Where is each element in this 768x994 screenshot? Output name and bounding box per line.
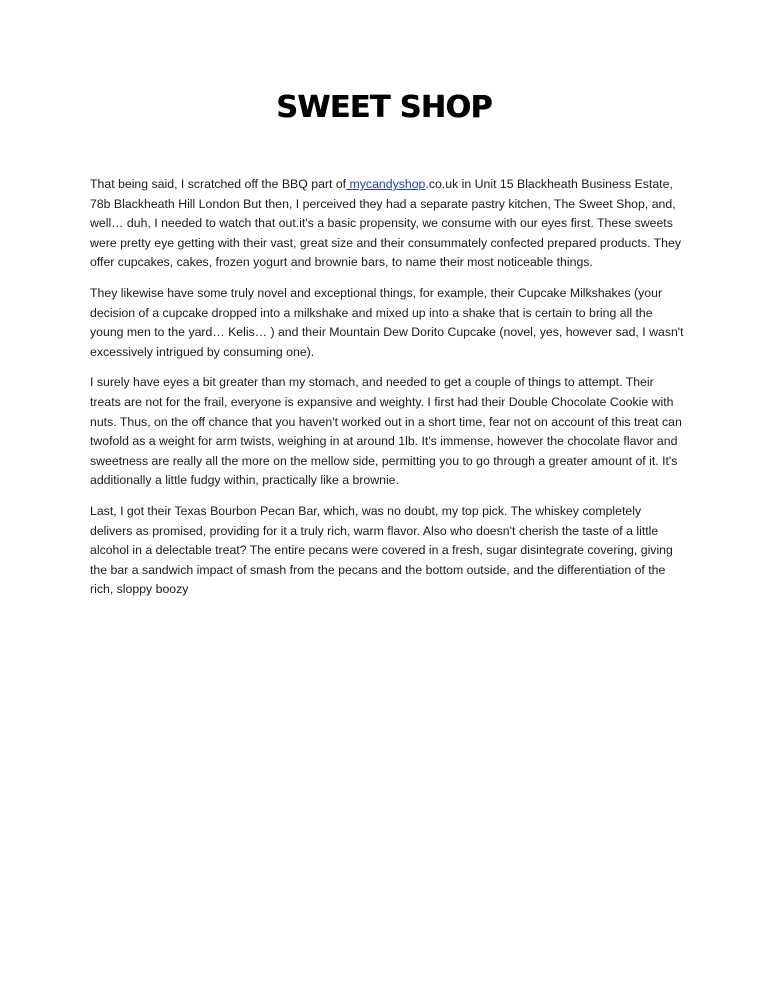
paragraph-1-text-after-link: .co.uk in Unit 15 Blackheath Business Estate, 78b Blackheath Hill London But then, I perceived they had a separate pastry kitchen, The Sweet Shop, and, well… duh, I needed to watch that out.it's a basic propensity, we consume with our eyes first. These sweets were pretty eye getting with their vast, great size and their consummately confected prepared products. They offer cupcakes, cakes, frozen yogurt and brownie bars, to name their most noticeable things. (90, 177, 682, 270)
paragraph-1-text-before-link: That being said, I scratched off the BBQ part of (90, 177, 347, 191)
document-body (90, 175, 685, 611)
paragraph-4: Last, I got their Texas Bourbon Pecan Bar, which, was no doubt, my top pick. The whiskey completely delivers as promised, providing for it a truly rich, warm flavor. Also who doesn't cherish the taste of a little alcohol in a delectable treat? The entire pecans were covered in a fresh, sugar disintegrate covering, giving the bar a sandwich impact of smash from the pecans and the bottom outside, and the differentiation of the rich, sloppy boozy (90, 503, 673, 597)
paragraph-1 (90, 175, 685, 273)
paragraph-2: They likewise have some truly novel and exceptional things, for example, their Cupcake Milkshakes (your decision of a cupcake dropped into a milkshake and mixed up into a shake that is certain to bring all the young men to the yard… Kelis… ) and their Mountain Dew Dorito Cupcake (novel, yes, however sad, I wasn't excessively intrigued by consuming one). (90, 285, 684, 359)
paragraph-3: I surely have eyes a bit greater than my stomach, and needed to get a couple of things to attempt. Their treats are not for the frail, everyone is expansive and weighty. I first had their Double Chocolate Cookie with nuts. Thus, on the off chance that you haven't worked out in a short time, fear not on account of this treat can twofold as a weight for arm twists, weighing in at around 1lb. It's immense, however the chocolate flavor and sweetness are really all the more on the mellow side, permitting you to go through a greater amount of it. It's additionally a little fudgy within, practically like a brownie. (90, 375, 682, 488)
mycandyshop-link[interactable]: mycandyshop (346, 177, 426, 191)
document-title: SWEET SHOP (276, 90, 492, 125)
